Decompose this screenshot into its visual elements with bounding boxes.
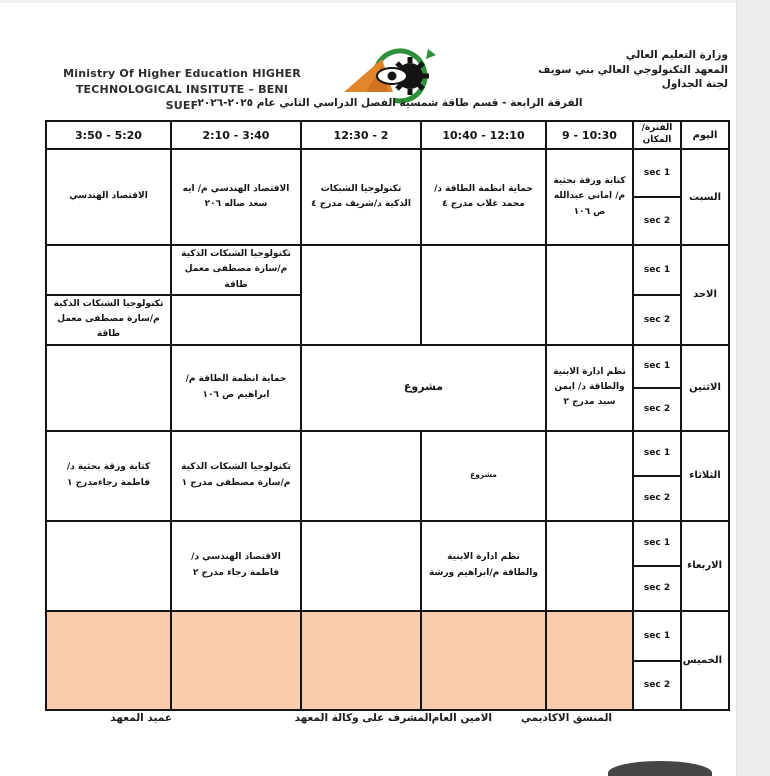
cell-sunday-sec1-350-520-empty (46, 245, 171, 295)
cell-wednesday-1040-1210: نظم ادارة الابنية والطاقة م/ابراهيم ورشة (421, 521, 546, 611)
cell-tuesday-1230-2-empty (301, 431, 421, 521)
cell-monday-project: مشروع (301, 345, 546, 431)
cell-thursday-9-1030-blocked (546, 611, 633, 710)
cell-saturday-9-1030: كتابة ورقة بحثية م/ اماني عبدالله ص ١٠٦ (546, 149, 633, 245)
column-header-period: الفترة/ المكان (633, 121, 681, 149)
cell-saturday-1040-1210: حماية انظمة الطاقة د/ محمد غلاب مدرج ٤ (421, 149, 546, 245)
cell-saturday-350-520: الاقتصاد الهندسي (46, 149, 171, 245)
cell-sunday-1230-2-empty (301, 245, 421, 345)
ministry-header-arabic (468, 48, 728, 92)
column-header-time-210-340: 2:10 - 3:40 (171, 121, 301, 149)
cell-tuesday-210-340: تكنولوجيا الشبكات الذكية م/سارة مصطفى مدرج ١ (171, 431, 301, 521)
cell-thursday-210-340-blocked (171, 611, 301, 710)
sec1-label-thursday: sec 1 (633, 611, 681, 661)
photo-dark-corner-artifact (608, 761, 712, 776)
cell-sunday-sec2-210-340-empty (171, 295, 301, 345)
cell-thursday-1040-1210-blocked (421, 611, 546, 710)
sec2-label-sunday: sec 2 (633, 295, 681, 345)
cell-wednesday-9-1030-empty (546, 521, 633, 611)
column-header-time-9-1030: 9 - 10:30 (546, 121, 633, 149)
signature-agency-supervisor: المشرف على وكالة المعهد (294, 712, 432, 724)
institute-line: المعهد التكنولوجي العالي بني سويف (538, 63, 728, 76)
column-header-time-1040-1210: 10:40 - 12:10 (421, 121, 546, 149)
sec1-label-tuesday: sec 1 (633, 431, 681, 476)
sec2-label-thursday: sec 2 (633, 661, 681, 710)
table-row (46, 245, 729, 295)
cell-sunday-sec1-210-340: تكنولوجيا الشبكات الذكية م/سارة مصطفى معمل طاقة (171, 245, 301, 295)
table-row (46, 149, 729, 197)
cell-sunday-1040-1210-empty (421, 245, 546, 345)
sec1-label-sunday: sec 1 (633, 245, 681, 295)
cell-monday-210-340: حماية انظمة الطاقة م/ابراهيم ص ١٠٦ (171, 345, 301, 431)
cell-sunday-sec2-350-520: تكنولوجيا الشبكات الذكية م/سارة مصطفى معمل طاقة (46, 295, 171, 345)
photo-right-margin (736, 0, 770, 776)
cell-thursday-1230-2-blocked (301, 611, 421, 710)
table-header-row (46, 121, 729, 149)
table-row (46, 521, 729, 566)
day-label-tuesday: الثلاثاء (681, 431, 729, 521)
cell-saturday-210-340: الاقتصاد الهندسي م/ ايه سعد صاله ٢٠٦ (171, 149, 301, 245)
cell-wednesday-210-340: الاقتصاد الهندسي د/ فاطمة رجاء مدرج ٢ (171, 521, 301, 611)
cell-sunday-9-1030-empty (546, 245, 633, 345)
cell-wednesday-350-520-empty (46, 521, 171, 611)
column-header-day: اليوم (681, 121, 729, 149)
sec2-label-saturday: sec 2 (633, 197, 681, 245)
cell-monday-9-1030: نظم ادارة الابنية والطاقة د/ ايمن سيد مدرج ٢ (546, 345, 633, 431)
day-label-wednesday: الاربعاء (681, 521, 729, 611)
table-row (46, 611, 729, 661)
signature-academic-coordinator: المنسق الاكاديمي (520, 712, 612, 724)
day-label-saturday: السبت (681, 149, 729, 245)
day-label-monday: الاثنين (681, 345, 729, 431)
schedule-table (45, 120, 730, 711)
table-row (46, 345, 729, 388)
sec2-label-wednesday: sec 2 (633, 566, 681, 611)
signature-row (0, 712, 737, 736)
cell-wednesday-1230-2-empty (301, 521, 421, 611)
cell-monday-350-520-empty (46, 345, 171, 431)
signature-secretary-general: الامين العام (431, 712, 492, 724)
sec1-label-wednesday: sec 1 (633, 521, 681, 566)
sec1-label-monday: sec 1 (633, 345, 681, 388)
column-header-time-350-520: 3:50 - 5:20 (46, 121, 171, 149)
sec2-label-monday: sec 2 (633, 388, 681, 431)
institute-name-english-line1: Ministry Of Higher Education HIGHER (63, 67, 301, 80)
day-label-thursday: الخميس (681, 611, 729, 710)
day-label-sunday: الاحد (681, 245, 729, 345)
signature-dean: عميد المعهد (110, 712, 172, 724)
cell-saturday-1230-2: تكنولوجيا الشبكات الذكية د/شريف مدرج ٤ (301, 149, 421, 245)
cell-tuesday-project: مشروع (421, 431, 546, 521)
institute-name-english-line2: TECHNOLOGICAL INSITUTE – BENI SUEF (75, 82, 289, 112)
cell-tuesday-350-520: كتابة ورقة بحثية د/فاطمة رجاءمدرج ١ (46, 431, 171, 521)
schedule-title: الفرقة الرابعة - قسم طاقة شمسية الفصل الدراسي الثاني عام ٢٠٢٥-٢٠٢٦ (197, 97, 583, 109)
sec1-label-saturday: sec 1 (633, 149, 681, 197)
timetable (45, 120, 730, 711)
cell-tuesday-9-1030-empty (546, 431, 633, 521)
table-row (46, 431, 729, 476)
cell-thursday-350-520-blocked (46, 611, 171, 710)
photo-top-strip (0, 0, 770, 3)
committee-line: لجنة الجداول (661, 78, 728, 91)
ministry-line: وزارة التعليم العالي (625, 49, 728, 61)
column-header-time-1230-2: 12:30 - 2 (301, 121, 421, 149)
sec2-label-tuesday: sec 2 (633, 476, 681, 521)
